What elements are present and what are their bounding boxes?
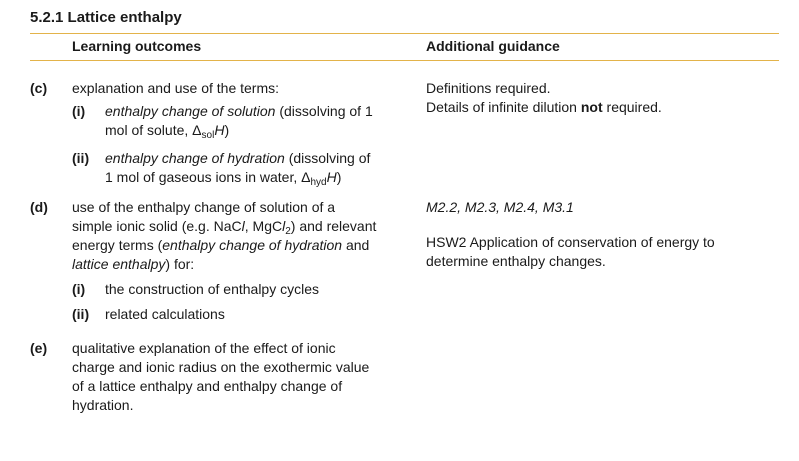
outcome-c-letter: (c) (30, 80, 48, 96)
outcome-e-line2: charge and ionic radius on the exothermic value (72, 359, 370, 375)
outcome-d-ii-num: (ii) (72, 306, 90, 322)
outcome-e-line3: of a lattice enthalpy and enthalpy change of (72, 378, 343, 394)
col-header-additional-guidance: Additional guidance (426, 38, 560, 54)
guidance-c-line2: Details of infinite dilution not required. (426, 99, 662, 115)
guidance-d-hsw-line1: HSW2 Application of conservation of energy to (426, 234, 715, 250)
term-enthalpy-change-of-hydration: enthalpy change of hydration (105, 150, 285, 166)
outcome-c-ii-line1: enthalpy change of hydration (dissolving of (105, 150, 371, 166)
outcome-c-ii-line2: 1 mol of gaseous ions in water, $\Delta_{hyd}H$) (105, 169, 342, 188)
outcome-d-line3: energy terms (enthalpy change of hydration and (72, 237, 370, 253)
guidance-c-line1: Definitions required. (426, 80, 551, 96)
outcome-c-ii-num: (ii) (72, 150, 90, 166)
guidance-d-hsw-line2: determine enthalpy changes. (426, 253, 606, 269)
outcome-c-i-num: (i) (72, 103, 86, 119)
outcome-d-i-num: (i) (72, 281, 86, 297)
outcome-c-i-line2: mol of solute, $\Delta_{sol}H$) (105, 122, 230, 141)
term-enthalpy-change-of-solution: enthalpy change of solution (105, 103, 276, 119)
guidance-d-math-refs: M2.2, M2.3, M2.4, M3.1 (426, 199, 574, 215)
outcome-d-ii-text: related calculations (105, 306, 225, 322)
outcome-e-line1: qualitative explanation of the effect of ionic (72, 340, 336, 356)
outcome-c-intro: explanation and use of the terms: (72, 80, 280, 96)
outcome-d-line4: lattice enthalpy) for: (72, 256, 195, 272)
outcome-d-line1: use of the enthalpy change of solution of a (72, 199, 336, 215)
outcome-d-line2: simple ionic solid (e.g. NaCl, MgCl$_2$) and relevant (72, 218, 377, 237)
header-top-rule (30, 33, 779, 34)
outcome-c-i-line1: enthalpy change of solution (dissolving of 1 (105, 103, 373, 119)
outcome-e-line4: hydration. (72, 397, 134, 413)
header-bottom-rule (30, 60, 779, 61)
col-header-learning-outcomes: Learning outcomes (72, 38, 202, 54)
section-title: 5.2.1 Lattice enthalpy (30, 9, 182, 26)
outcome-d-letter: (d) (30, 199, 48, 215)
outcome-d-i-text: the construction of enthalpy cycles (105, 281, 320, 297)
outcome-e-letter: (e) (30, 340, 48, 356)
